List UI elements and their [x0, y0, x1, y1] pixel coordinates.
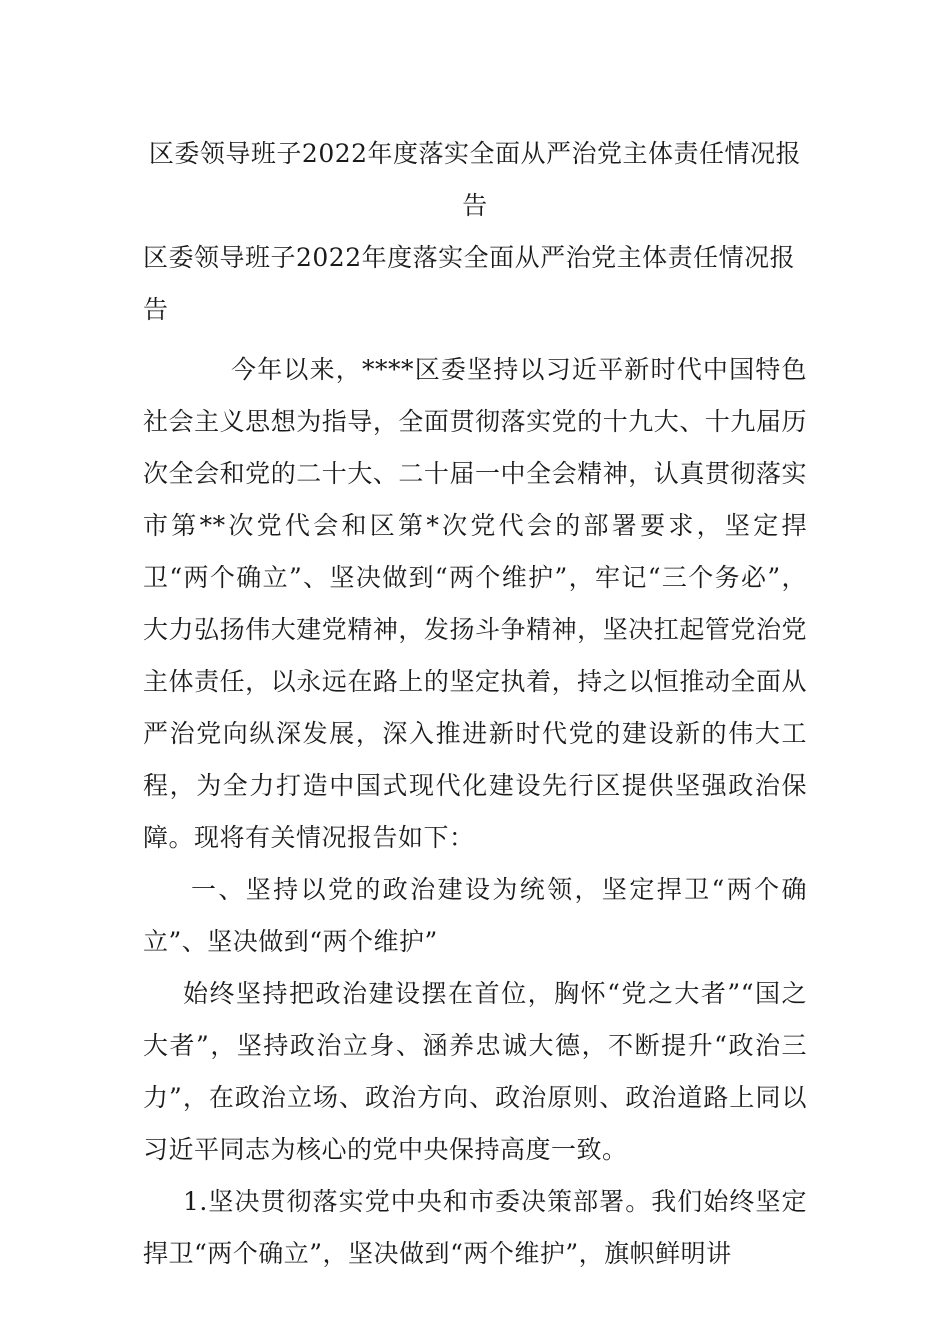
document-body [143, 128, 807, 1280]
section-1-paragraph: 始终坚持把政治建设摆在首位，胸怀“党之大者”“国之大者”，坚持政治立身、涵养忠诚大德，不断提升“政治三力”，在政治立场、政治方向、政治原则、政治道路上同以习近平同志为核心的党中央保持高度一致。 [143, 979, 807, 1164]
intro-paragraph: 今年以来，****区委坚持以习近平新时代中国特色社会主义思想为指导，全面贯彻落实党的十九大、十九届历次全会和党的二十大、二十届一中全会精神，认真贯彻落实市第**次党代会和区第*次党代会的部署要求，坚定捍卫“两个确立”、坚决做到“两个维护”，牢记“三个务必”，大力弘扬伟大建党精神，发扬斗争精神，坚决扛起管党治党主体责任，以永远在路上的坚定执着，持之以恒推动全面从严治党向纵深发展，深入推进新时代党的建设新的伟大工程，为全力打造中国式现代化建设先行区提供坚强政治保障。现将有关情况报告如下： [143, 355, 807, 852]
document-subtitle: 区委领导班子2022年度落实全面从严治党主体责任情况报告 [143, 243, 796, 324]
document-title-line1: 区委领导班子2022年度落实全面从严治党主体责任情况报 [148, 139, 802, 168]
section-heading-1: 一、坚持以党的政治建设为统领，坚定捍卫“两个确立”、坚决做到“两个维护” [143, 875, 807, 956]
document-title-line2: 告 [462, 191, 488, 220]
numbered-paragraph-1: 1.坚决贯彻落实党中央和市委决策部署。我们始终坚定捍卫“两个确立”，坚决做到“两个维护”，旗帜鲜明讲 [143, 1187, 807, 1268]
document-title [143, 128, 807, 232]
